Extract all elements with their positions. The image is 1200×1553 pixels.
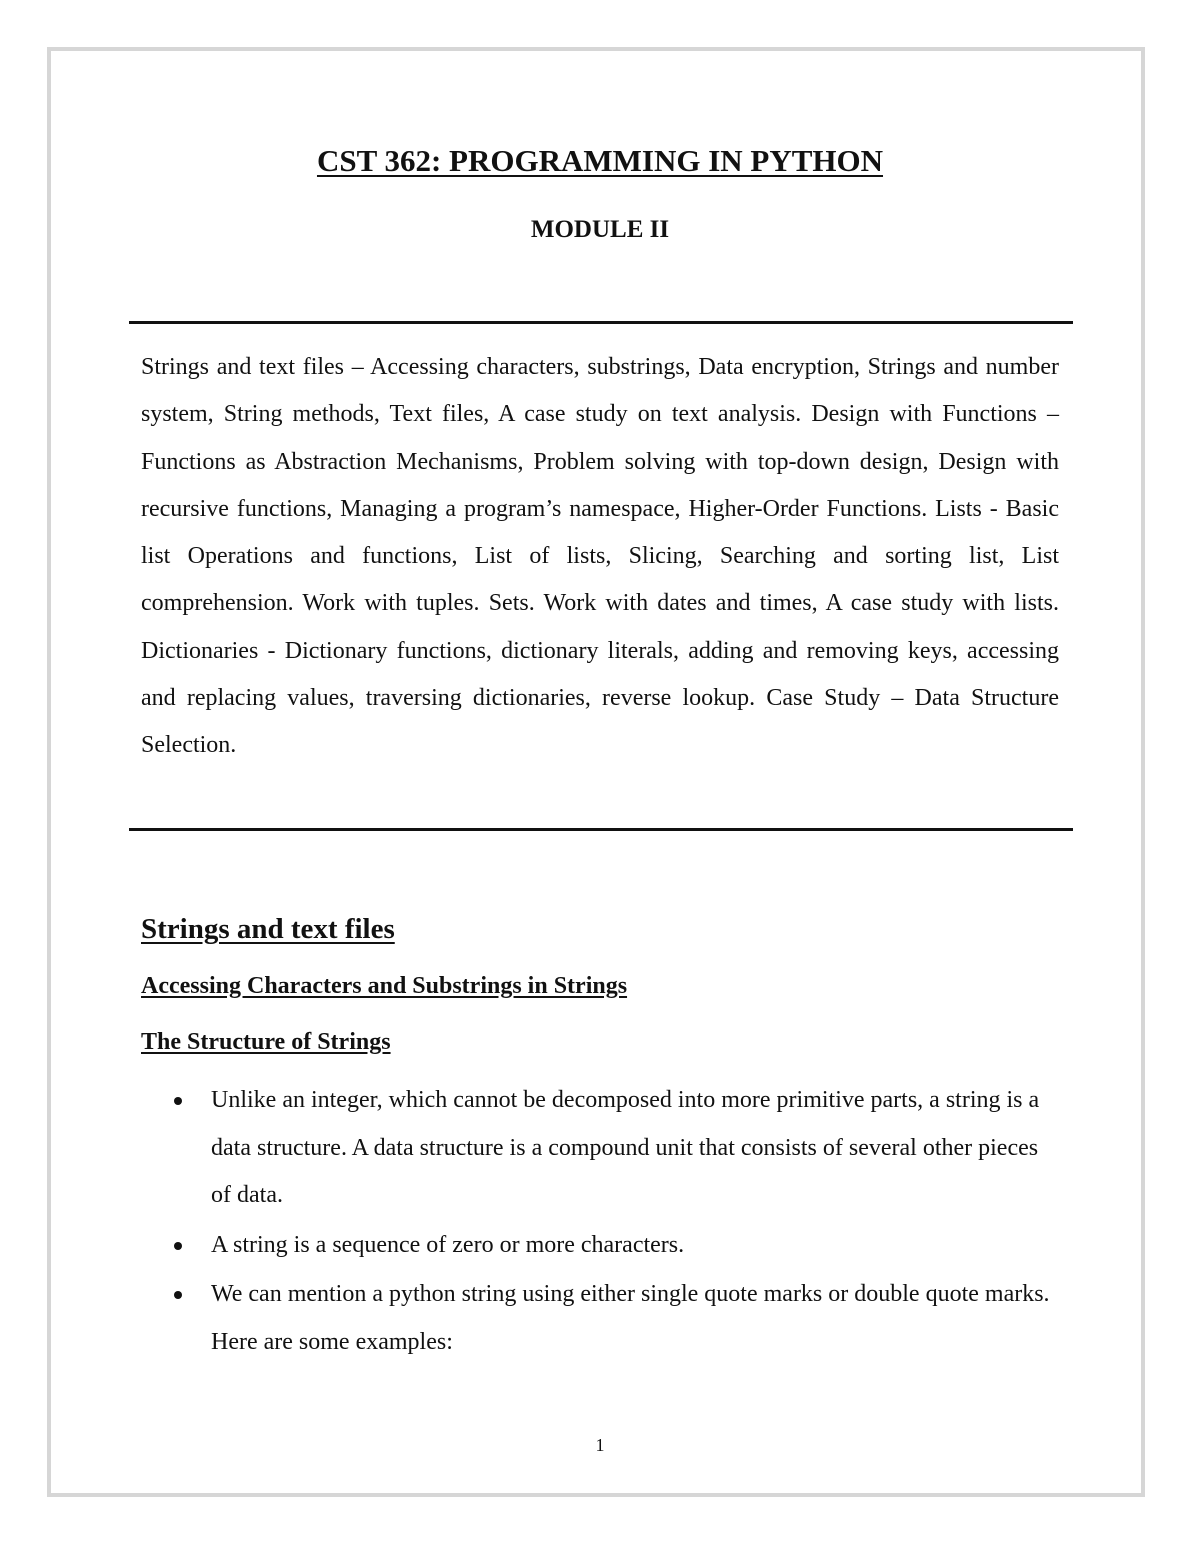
bottom-divider bbox=[129, 828, 1073, 831]
list-item bbox=[141, 1222, 1061, 1270]
page-number: 1 bbox=[595, 1435, 605, 1455]
document-title: CST 362: PROGRAMMING IN PYTHON bbox=[316, 143, 884, 178]
list-item bbox=[141, 1077, 1061, 1220]
bullet-icon bbox=[174, 1291, 182, 1299]
minor-heading: The Structure of Strings bbox=[141, 1029, 391, 1055]
module-label: MODULE II bbox=[530, 216, 670, 243]
list-item-text: Unlike an integer, which cannot be decomposed into more primitive parts, a string is a data structure. A data structure is a compound unit that consists of several other pieces of data. bbox=[211, 1087, 1040, 1208]
sub-heading: Accessing Characters and Substrings in Strings bbox=[141, 973, 628, 999]
bullet-icon bbox=[174, 1097, 182, 1105]
section-heading: Strings and text files bbox=[141, 913, 395, 945]
list-item bbox=[141, 1271, 1061, 1366]
syllabus-paragraph: Strings and text files – Accessing characters, substrings, Data encryption, Strings and number system, String methods, Text files, A case study on text analysis. Design with Functions – Functions as Abstraction Mechanisms, Problem solving with top-down design, Design with recursive functions, Managing a program’s namespace, Higher-Order Functions. Lists - Basic list Operations and functions, List of lists, Slicing, Searching and sorting list, List comprehension. Work with tuples. Sets. Work with dates and times, A case study with lists. Dictionaries - Dictionary functions, dictionary literals, adding and removing keys, accessing and replacing values, traversing dictionaries, reverse lookup. Case Study – Data Structure Selection. bbox=[141, 354, 1059, 759]
list-item-text: A string is a sequence of zero or more characters. bbox=[211, 1231, 685, 1258]
list-item-text: We can mention a python string using either single quote marks or double quote marks. Here are some examples: bbox=[211, 1281, 1050, 1355]
bullet-icon bbox=[174, 1242, 182, 1250]
bullet-list bbox=[141, 1077, 1061, 1368]
top-divider bbox=[129, 321, 1073, 324]
